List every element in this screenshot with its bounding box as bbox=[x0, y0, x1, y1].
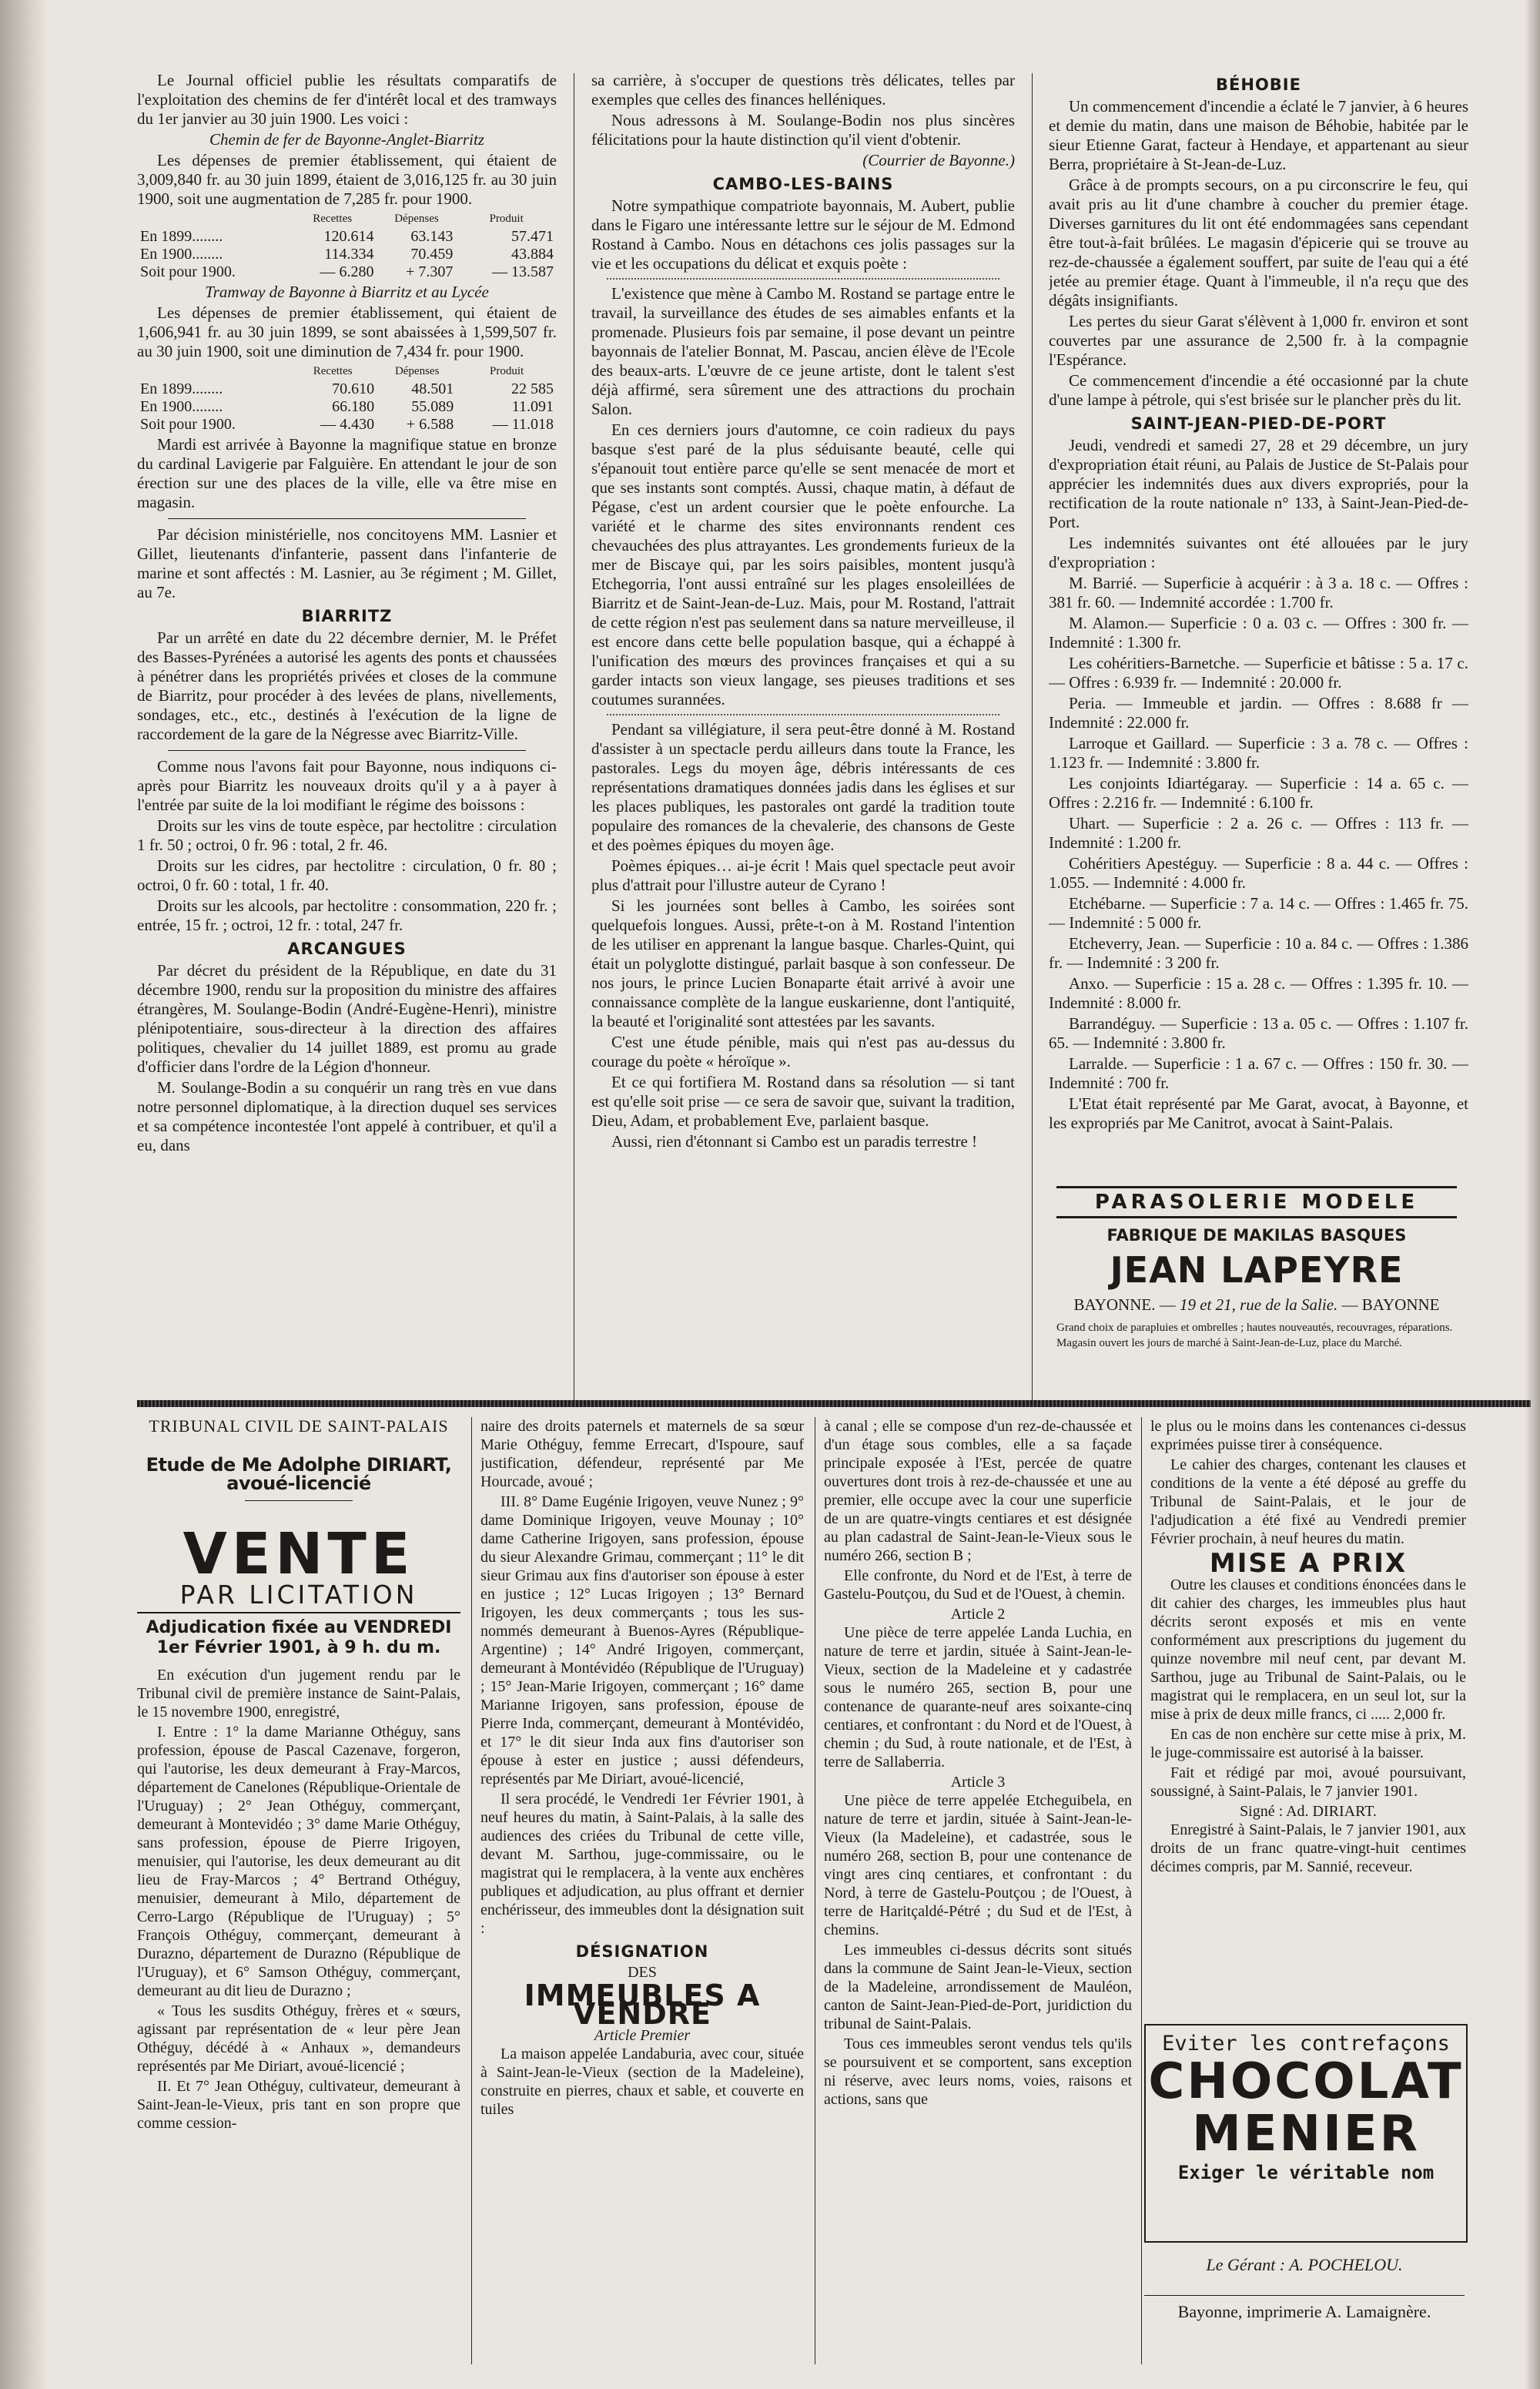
table-cell: 120.614 bbox=[323, 228, 374, 245]
paragraph: Droits sur les alcools, par hectolitre : consommation, 220 fr. ; entrée, 15 fr. ; octroi, 12 fr. : total, 247 fr. bbox=[137, 896, 557, 934]
imprimerie-line: Bayonne, imprimerie A. Lamaignère. bbox=[1144, 2295, 1465, 2322]
paragraph: La maison appelée Landaburia, avec cour, située à Saint-Jean-le-Vieux (section de la Madeleine), construite en pierres, chaux et sable, et couverte en tuiles bbox=[480, 2046, 804, 2118]
paragraph: à canal ; elle se compose d'un rez-de-chaussée et d'un étage sous combles, elle a sa façade principale exposée à l'Est, percée de quatre ouvertures dont trois à rez-de-chaussée et une au premier, elle occupe avec la cour une superficie de un are quatre-vingts centiares et est désignée au plan cadastral de Saint-Jean-le-Vieux sous le numéro 266, section B ; bbox=[824, 1418, 1132, 1564]
paragraph: Les dépenses de premier établissement, qui étaient de 3,009,840 fr. au 30 juin 1899, étaient de 3,016,125 fr. au 30 juin 1900, soit une augmentation de 7,285 fr. pour 1900. bbox=[137, 151, 557, 208]
paragraph: Les immeubles ci-dessus décrits sont situés dans la commune de Saint Jean-le-Vieux, section de la Madeleine, arrondissement de Mauléon, canton de Saint-Jean-Pied-de-Port, juridiction du tribunal de Saint-Palais. bbox=[824, 1942, 1132, 2032]
ad-menier-line1: CHOCOLAT bbox=[1148, 2053, 1464, 2110]
paragraph: Droits sur les cidres, par hectolitre : circulation, 0 fr. 80 ; octroi, 0 fr. 60 : total, 1 fr. 40. bbox=[137, 856, 557, 894]
column-rule bbox=[471, 1417, 472, 2364]
centered-line: DES bbox=[628, 1964, 657, 1981]
article-heading: Article Premier bbox=[594, 2027, 691, 2044]
paragraph: Barrandéguy. — Superficie : 13 a. 05 c. — Offres : 1.107 fr. 65. — Indemnité : 3.800 fr. bbox=[1049, 1014, 1468, 1052]
table-cell: En 1900........ bbox=[140, 398, 223, 415]
top-column-1 bbox=[137, 71, 557, 1407]
legal-column-1 bbox=[137, 1417, 460, 2372]
section-heading: SAINT-JEAN-PIED-DE-PORT bbox=[1130, 414, 1387, 433]
page-edge-shadow-right bbox=[1525, 0, 1540, 2389]
section-divider bbox=[137, 1400, 1531, 1407]
table-cell: 55.089 bbox=[411, 398, 454, 415]
paragraph: Anxo. — Superficie : 15 a. 28 c. — Offres : 1.395 fr. 10. — Indemnité : 8.000 fr. bbox=[1049, 974, 1468, 1012]
paragraph: III. 8° Dame Eugénie Irigoyen, veuve Nunez ; 9° dame Dominique Irigoyen, veuve Mounay ; 10° dame Catherine Irigoyen, sans profession, épouse du sieur Alexandre Grimau, commerçant ; 11° le dit sieur Grimau aux fins d'autoriser son épouse à ester en justice ; 12° Lucas Irigoyen ; 13° Bernard Irigoyen, les deux commerçants ; tous les sus-nommés demeurant à Buenos-Ayres (République-Argentine) ; 14° André Irigoyen, commerçant, demeurant à Montévidéo (République de l'Uruguay) ; 15° Jean-Marie Irigoyen, commerçant ; 16° dame Marianne Irigoyen, sans profession, épouse de Pierre Inda, commerçant, demeurant à Montévidéo, et 17° le dit sieur Inda aux fins d'autoriser son épouse à ester en justice ; aussi défendeurs, représentés par Me Diriart, avoué-licencié, bbox=[480, 1493, 804, 1788]
paragraph: Elle confronte, du Nord et de l'Est, à terre de Gastelu-Poutçou, du Sud et de l'Ouest, à chemin. bbox=[824, 1567, 1132, 1603]
ad-parasolerie-address: BAYONNE. — 19 et 21, rue de la Salie. — BAYONNE bbox=[1073, 1295, 1440, 1314]
paragraph: Les indemnités suivantes ont été allouées par le jury d'expropriation : bbox=[1049, 534, 1468, 571]
table-cell: + 6.588 bbox=[406, 416, 454, 433]
legal-c4 bbox=[1150, 1417, 1466, 1876]
table-cell: En 1899........ bbox=[140, 380, 223, 397]
section-heading: CAMBO-LES-BAINS bbox=[712, 175, 894, 193]
vente-title: VENTE bbox=[182, 1521, 415, 1587]
table-total-row bbox=[137, 416, 557, 434]
table-cell: — 4.430 bbox=[320, 416, 375, 433]
paragraph: le plus ou le moins dans les contenances ci-dessus exprimées puisse tirer à conséquence. bbox=[1150, 1418, 1466, 1453]
column-rule bbox=[1141, 1417, 1142, 2364]
table-cell: — 13.587 bbox=[492, 263, 554, 280]
paragraph: I. Entre : 1° la dame Marianne Othéguy, sans profession, épouse de Pascal Cazenave, forgeron, qui l'autorise, les deux demeurant à Fray-Marcos, département de Canelones (République-Orientale de l'Uruguay) ; 2° Jean Othéguy, commerçant, demeurant à Montevidéo ; 3° dame Marie Othéguy, sans profession, épouse de Pierre Irigoyen, menuisier, qui l'autorise, les deux demeurant au dit lieu de Fray-Marcos ; 4° Bertrand Othéguy, menuisier, demeurant à Milo, département de Cerro-Largo (République de l'Uruguay) ; 5° François Othéguy, commerçant, demeurant à Durazno, département de Durazno (République de l'Uruguay), et 6° Samson Othéguy, commerçant, demeurant au dit lieu de Durazno ; bbox=[137, 1724, 460, 1999]
table-cell bbox=[137, 210, 288, 228]
adjudication-date: Adjudication fixée au VENDREDI 1er Février 1901, à 9 h. du m. bbox=[137, 1612, 460, 1658]
paragraph: En ces derniers jours d'automne, ce coin radieux du pays basque s'est paré de la plus séduisante beauté, celle qui s'épanouit tout entière parce qu'elle se sent menacée de mort et que ses instants sont comptés. Aussi, chaque matin, à défaut de Pégase, c'est un ardent coursier que le poète enfourche. La variété et le charme des sites environnants rendent ces chevauchées des plus attrayantes. Les grondements furieux de la mer de Biscaye qui, par les soirs paisibles, montent jusqu'à Etchegorria, l'ont aussi entraîné sur les plages ensoleillées de Biarritz et de Saint-Jean-de-Luz. Mais, pour M. Rostand, l'attrait de cette région n'est pas seulement dans sa nature merveilleuse, il est encore dans cette belle population basque, qui a échappé à l'unification des mœurs des provinces françaises et qui a su garder intacts son vieux langage, ses pieuses traditions et ses coutumes surannées. bbox=[591, 421, 1015, 709]
paragraph: Les cohéritiers-Barnetche. — Superficie et bâtisse : 5 a. 17 c. — Offres : 6.939 fr. — Indemnité : 20.000 fr. bbox=[1049, 654, 1468, 692]
paragraph: Une pièce de terre appelée Etcheguibela, en nature de terre et jardin, située à Saint-Jean-le-Vieux (la Madeleine), et cadastrée, sous le numéro 268, section B, pour une contenance de vingt ares cinq centiares, et confrontant : du Nord, à terre de Gastelu-Poutçou ; de l'Ouest, à terre de Haritçaldé-Pétré ; du Sud et de l'Est, à chemins. bbox=[824, 1792, 1132, 1938]
table-chemin-de-fer bbox=[137, 210, 557, 281]
table-cell: — 11.018 bbox=[492, 416, 554, 433]
ad-parasolerie-sub: FABRIQUE DE MAKILAS BASQUES bbox=[1106, 1226, 1407, 1245]
paragraph: Poèmes épiques… ai-je écrit ! Mais quel spectacle peut avoir plus d'attrait pour l'illustre auteur de Cyrano ! bbox=[591, 856, 1015, 894]
table-cell: Recettes bbox=[313, 365, 353, 377]
table-cell: Soit pour 1900. bbox=[140, 263, 236, 280]
table-cell bbox=[137, 363, 288, 380]
legal-c2 bbox=[480, 1417, 804, 2119]
table-row bbox=[137, 246, 557, 263]
etude-rule bbox=[245, 1500, 353, 1501]
paragraph: Fait et rédigé par moi, avoué poursuivant, soussigné, à Saint-Palais, le 7 janvier 1901. bbox=[1150, 1764, 1466, 1800]
table-cell: 57.471 bbox=[511, 228, 554, 245]
dotted-separator bbox=[607, 714, 999, 715]
paragraph: Il sera procédé, le Vendredi 1er Février 1901, à neuf heures du matin, à Saint-Palais, à la salle des audiences des criées du Tribunal de cette ville, devant M. Sarthou, juge-commissaire, ou le magistrat qui le remplacera, à la vente aux enchères publiques et adjudication, au plus offrant et dernier enchérisseur, des immeubles dont la désignation suit : bbox=[480, 1791, 804, 1937]
paragraph: Jeudi, vendredi et samedi 27, 28 et 29 décembre, un jury d'expropriation était réuni, au Palais de Justice de St-Palais pour apprécier les indemnités dues aux divers expropriés, pour la rectification de la route nationale n° 133, à Saint-Jean-Pied-de-Port. bbox=[1049, 436, 1468, 531]
paragraph: C'est une étude pénible, mais qui n'est pas au-dessus du courage du poète « héroïque ». bbox=[591, 1033, 1015, 1071]
table-cell: Produit bbox=[490, 365, 524, 377]
paragraph: Etcheverry, Jean. — Superficie : 10 a. 84 c. — Offres : 1.386 fr. — Indemnité : 3 200 fr. bbox=[1049, 934, 1468, 972]
paragraph: Et ce qui fortifiera M. Rostand dans sa résolution — si tant est qu'elle soit prise — ce sera de savoir que, suivant la tradition, Dieu, Adam, et probablement Eve, parlaient basque. bbox=[591, 1073, 1015, 1130]
separator-rule bbox=[168, 518, 526, 519]
addr-street: 19 et 21, rue de la Salie. bbox=[1179, 1295, 1338, 1314]
paragraph: Les conjoints Idiartégaray. — Superficie : 14 a. 65 c. — Offres : 2.216 fr. — Indemnité : 6.100 fr. bbox=[1049, 774, 1468, 812]
section-heading: BÉHOBIE bbox=[1216, 75, 1301, 94]
centered-line: Article 3 bbox=[950, 1774, 1006, 1791]
paragraph: Le cahier des charges, contenant les clauses et conditions de la vente a été déposé au greffe du Tribunal de Saint-Palais, et le jour de l'adjudication a été fixé au Vendredi premier Février prochain, à neuf heures du matin. bbox=[1150, 1456, 1466, 1547]
table-header-row bbox=[137, 363, 557, 380]
ad-chocolat-menier bbox=[1144, 2024, 1468, 2243]
table-row bbox=[137, 228, 557, 246]
table-cell: Soit pour 1900. bbox=[140, 416, 236, 433]
paragraph: Etchébarne. — Superficie : 7 a. 14 c. — Offres : 1.465 fr. 75. — Indemnité : 5 000 fr. bbox=[1049, 894, 1468, 932]
paragraph: Cohéritiers Apestéguy. — Superficie : 8 a. 44 c. — Offres : 1.055. — Indemnité : 4.000 fr. bbox=[1049, 854, 1468, 892]
paragraph: Peria. — Immeuble et jardin. — Offres : 8.688 fr — Indemnité : 22.000 fr. bbox=[1049, 694, 1468, 732]
table-cell: 22 585 bbox=[511, 380, 554, 397]
ad-menier-line2: MENIER bbox=[1192, 2106, 1420, 2163]
paragraph: Par décision ministérielle, nos concitoyens MM. Lasnier et Gillet, lieutenants d'infanterie, passent dans l'infanterie de marine et sont affectés : M. Lasnier, au 3e régiment ; M. Gillet, au 7e. bbox=[137, 525, 557, 601]
paragraph: Grâce à de prompts secours, on a pu circonscrire le feu, qui avait pris au lit d'une chambre à coucher du premier étage. Diverses garnitures du lit ont été endommagées sans cependant être tout-à-fait brûlées. Le magasin d'épicerie qui se trouve au rez-de-chaussée a également souffert, par suite de l'eau qui a été jetée au premier étage. Quant à l'immeuble, il n'a reçu que des dégâts insignifiants. bbox=[1049, 176, 1468, 310]
paragraph: Ce commencement d'incendie a été occasionné par la chute d'une lampe à pétrole, qui s'est brisée sur le plancher près du lit. bbox=[1049, 371, 1468, 409]
col1-c bbox=[137, 435, 557, 1155]
paragraph: Larroque et Gaillard. — Superficie : 3 a. 78 c. — Offres : 1.123 fr. — Indemnité : 3.800 fr. bbox=[1049, 734, 1468, 772]
paragraph: naire des droits paternels et maternels de sa sœur Marie Othéguy, femme Errecart, d'Ispoure, sauf justification, défendeur, représenté par Me Hourcade, avoué ; bbox=[480, 1418, 804, 1490]
paragraph: sa carrière, à s'occuper de questions très délicates, telles par exemples que celles des finances helléniques. bbox=[591, 71, 1015, 109]
addr-city: BAYONNE. bbox=[1073, 1295, 1156, 1314]
table-header-row bbox=[137, 210, 557, 228]
paragraph: Outre les clauses et conditions énoncées dans le dit cahier des charges, les immeubles plus haut décrits seront exposés et mis en vente conformément aux prescriptions du jugement du quinze novembre mil neuf cent, par devant M. Sarthou, juge au Tribunal de Saint-Palais, ou le magistrat qui le remplacera, en un seul lot, sur la mise à prix de deux mille francs, ci ..... 2,000 fr. bbox=[1150, 1576, 1466, 1723]
separator-rule bbox=[168, 750, 526, 751]
table-cell: — 6.280 bbox=[320, 263, 374, 280]
paragraph: Par un arrêté en date du 22 décembre dernier, M. le Préfet des Basses-Pyrénées a autorisé les agents des ponts et chaussées à pénétrer dans les propriétés privées et closes de la commune de Biarritz, pour procéder à des levées de plans, nivellements, sondages, etc., etc., destinés à l'exécution de la ligne de raccordement de la gare de la Négresse avec Biarritz-Ville. bbox=[137, 628, 557, 743]
paragraph: L'Etat était représenté par Me Garat, avocat, à Bayonne, et les expropriés par Me Canitrot, avocat à Saint-Palais. bbox=[1049, 1094, 1468, 1132]
legal-c3 bbox=[824, 1417, 1132, 2109]
section-heading: BIARRITZ bbox=[301, 607, 393, 625]
paragraph: Par décret du président de la République, en date du 31 décembre 1900, rendu sur la proposition du ministre des affaires étrangères, M. Soulange-Bodin (André-Eugène-Henri), ministre plénipotentiaire, sous-directeur à la direction des affaires politiques, chevalier du 14 juillet 1889, est promu au grade d'officier dans l'ordre de la Légion d'honneur. bbox=[137, 961, 557, 1076]
paragraph: II. Et 7° Jean Othéguy, cultivateur, demeurant à Saint-Jean-le-Vieux, pris tant en son propre que comme cession- bbox=[137, 2078, 460, 2132]
paragraph: M. Alamon.— Superficie : 0 a. 03 c. — Offres : 300 fr. — Indemnité : 1.300 fr. bbox=[1049, 614, 1468, 652]
subsection-heading: Tramway de Bayonne à Biarritz et au Lycée bbox=[205, 283, 489, 301]
top-column-2 bbox=[591, 71, 1015, 1407]
section-heading: ARCANGUES bbox=[287, 940, 407, 958]
centered-line: Signé : Ad. DIRIART. bbox=[1240, 1803, 1377, 1820]
col1-a bbox=[137, 71, 557, 209]
paragraph: En exécution d'un jugement rendu par le Tribunal civil de première instance de Saint-Palais, le 15 novembre 1900, enregistré, bbox=[137, 1667, 460, 1721]
legal-c1 bbox=[137, 1666, 460, 2133]
legal-column-4 bbox=[1150, 1417, 1466, 2010]
table-tramway bbox=[137, 363, 557, 434]
ad-parasolerie-bar: PARASOLERIE MODELE bbox=[1056, 1186, 1457, 1218]
paragraph: Les pertes du sieur Garat s'élèvent à 1,000 fr. environ et sont couvertes par une assurance de 2,500 fr. à la compagnie l'Espérance. bbox=[1049, 312, 1468, 369]
paragraph: Mardi est arrivée à Bayonne la magnifique statue en bronze du cardinal Lavigerie par Falguière. En attendant le jour de son érection sur une des places de la ville, elle va être mise en magasin. bbox=[137, 435, 557, 511]
legal-column-2 bbox=[480, 1417, 804, 2372]
page-edge-shadow bbox=[0, 0, 48, 2389]
table-row bbox=[137, 398, 557, 416]
ad-menier-exigez: Exiger le véritable nom bbox=[1177, 2162, 1435, 2183]
dotted-separator bbox=[607, 278, 999, 280]
paragraph: Tous ces immeubles seront vendus tels qu'ils se poursuivent et se comportent, sans exception ni réserve, avec leurs noms, voies, raisons et actions, sans que bbox=[824, 2036, 1132, 2108]
paragraph: « Tous les susdits Othéguy, frères et « sœurs, agissant par représentation de « leur père Jean Othéguy, décédé à « Anhaux », demandeurs représentés par Me Diriart, avoué-licencié ; bbox=[137, 2002, 460, 2075]
table-row bbox=[137, 380, 557, 398]
mise-a-prix-heading: MISE A PRIX bbox=[1209, 1548, 1408, 1579]
source-credit: (Courrier de Bayonne.) bbox=[862, 151, 1015, 169]
paragraph: Aussi, rien d'étonnant si Cambo est un paradis terrestre ! bbox=[611, 1132, 978, 1151]
ad-parasolerie-desc-2: Magasin ouvert les jours de marché à Saint-Jean-de-Luz, place du Marché. bbox=[1056, 1337, 1402, 1349]
etude-heading: Etude de Me Adolphe DIRIART, avoué-licencié bbox=[146, 1454, 452, 1494]
tribunal-heading: TRIBUNAL CIVIL DE SAINT-PALAIS bbox=[149, 1417, 449, 1436]
table-cell: + 7.307 bbox=[406, 263, 454, 280]
ad-parasolerie-desc: Grand choix de parapluies et ombrelles ; hautes nouveautés, recouvrages, réparations. bbox=[1056, 1322, 1453, 1334]
col1-b bbox=[137, 283, 557, 361]
table-cell: Dépenses bbox=[394, 365, 440, 377]
ad-menier-warning: Eviter les contrefaçons bbox=[1162, 2032, 1450, 2056]
paragraph: Si les journées sont belles à Cambo, les soirées sont quelquefois longues. Aussi, prête-t-on à M. Rostand l'intention de les utiliser en apprenant la langue basque. Charles-Quint, qui était un polyglotte distingué, parlait basque à son confesseur. De nos jours, le prince Lucien Bonaparte était arrivé à avoir une connaissance complète de la langue euskarienne, dont l'antiquité, la beauté et l'originalité sont attestées par les savants. bbox=[591, 896, 1015, 1030]
table-cell: Produit bbox=[489, 213, 524, 225]
paragraph: Comme nous l'avons fait pour Bayonne, nous indiquons ci-après pour Biarritz les nouveaux droits qu'il y a à payer à l'entrée par suite de la loi modifiant le régime des boissons : bbox=[137, 757, 557, 814]
table-cell: En 1900........ bbox=[140, 246, 223, 263]
ad-parasolerie-name: JEAN LAPEYRE bbox=[1110, 1249, 1404, 1291]
top-column-3 bbox=[1049, 71, 1468, 1180]
table-cell: 63.143 bbox=[410, 228, 454, 245]
paragraph: Notre sympathique compatriote bayonnais, M. Aubert, publie dans le Figaro une intéressante lettre sur le séjour de M. Edmond Rostand à Cambo. Nous en détachons ces jolis passages sur la vie et les occupations du délicat et exquis poète : bbox=[591, 196, 1015, 273]
par-licitation: PAR LICITATION bbox=[179, 1580, 418, 1610]
paragraph: Droits sur les vins de toute espèce, par hectolitre : circulation 1 fr. 50 ; octroi, 0 fr. 96 : total, 2 fr. 46. bbox=[137, 816, 557, 854]
paragraph: Uhart. — Superficie : 2 a. 26 c. — Offres : 113 fr. — Indemnité : 1.200 fr. bbox=[1049, 814, 1468, 852]
table-cell: 43.884 bbox=[511, 246, 554, 263]
paragraph: Une pièce de terre appelée Landa Luchia, en nature de terre et jardin, située à Saint-Jean-le-Vieux, section de la Madeleine et y cadastrée sous le numéro 265, section B, pour une contenance de quarante-neuf ares soixante-cinq centiares, et confrontant : du Nord et de l'Ouest, à chemin ; du Sud, à route nationale, et de l'Est, à terre de Sallaberria. bbox=[824, 1624, 1132, 1771]
table-total-row bbox=[137, 263, 557, 281]
col3-content bbox=[1049, 75, 1468, 1133]
paragraph: M. Barrié. — Superficie à acquérir : à 3 a. 18 c. — Offres : 381 fr. 60. — Indemnité accordée : 1.700 fr. bbox=[1049, 574, 1468, 611]
table-cell: 70.459 bbox=[410, 246, 454, 263]
table-cell: Dépenses bbox=[394, 213, 439, 225]
centered-line: Article 2 bbox=[950, 1606, 1006, 1623]
table-cell: 11.091 bbox=[511, 398, 554, 415]
table-cell: 114.334 bbox=[324, 246, 374, 263]
table-cell: En 1899........ bbox=[140, 228, 223, 245]
paragraph: Les dépenses de premier établissement, qui étaient de 1,606,941 fr. au 30 juin 1899, se sont abaissées à 1,599,507 fr. au 30 juin 1900, soit une diminution de 7,434 fr. pour 1900. bbox=[137, 303, 557, 360]
section-heading: DÉSIGNATION bbox=[575, 1942, 709, 1961]
table-cell: 70.610 bbox=[332, 380, 375, 397]
table-cell: 66.180 bbox=[332, 398, 375, 415]
paragraph: En cas de non enchère sur cette mise à prix, M. le juge-commissaire est autorisé à la baisser. bbox=[1150, 1726, 1466, 1761]
gerant-signature: Le Gérant : A. POCHELOU. bbox=[1206, 2255, 1403, 2274]
table-cell: Recettes bbox=[313, 213, 353, 225]
paragraph: L'existence que mène à Cambo M. Rostand se partage entre le travail, la surveillance des études de ses aimables enfants et la promenade. Plusieurs fois par semaine, il pose devant un peintre bayonnais de l'atelier Bonnat, M. Pascau, ancien élève de l'Ecole des beaux-arts. L'œuvre de ce jeune artiste, dont le talent s'est déjà affirmé, sera sûrement une des attractions du prochain Salon. bbox=[591, 284, 1015, 418]
legal-column-3 bbox=[824, 1417, 1132, 2372]
paragraph: Enregistré à Saint-Palais, le 7 janvier 1901, aux droits de un franc quatre-vingt-huit centimes décimes compris, par M. Sannié, receveur. bbox=[1150, 1821, 1466, 1875]
paragraph: Le Journal officiel publie les résultats comparatifs de l'exploitation des chemins de fer d'intérêt local et des tramways du 1er janvier au 30 juin 1900. Les voici : bbox=[137, 71, 557, 128]
ad-parasolerie bbox=[1056, 1186, 1457, 1350]
paragraph: Larralde. — Superficie : 1 a. 67 c. — Offres : 150 fr. 30. — Indemnité : 700 fr. bbox=[1049, 1054, 1468, 1092]
addr-city-2: BAYONNE bbox=[1361, 1295, 1440, 1314]
column-rule bbox=[1032, 73, 1033, 1402]
paragraph: Pendant sa villégiature, il sera peut-être donné à M. Rostand d'assister à un spectacle perdu ailleurs dans toute la France, les pastorales. Legs du moyen âge, débris intéressants de ces représentations dramatiques données jadis dans les églises et sur les places publiques, les pastorales ont gardé la tradition toute populaire des romances de la chevalerie, des chansons de Geste et des poèmes épiques du moyen âge. bbox=[591, 720, 1015, 854]
immeubles-heading: IMMEUBLES A VENDRE bbox=[524, 1979, 761, 2031]
table-cell: 48.501 bbox=[411, 380, 454, 397]
paragraph: M. Soulange-Bodin a su conquérir un rang très en vue dans notre personnel diplomatique, à la direction duquel ses services et sa compétence incontestée l'ont appelé à contribuer, et qu'il a eu, dans bbox=[137, 1078, 557, 1154]
col2-content bbox=[591, 71, 1015, 1151]
paragraph: Un commencement d'incendie a éclaté le 7 janvier, à 6 heures et demie du matin, dans une maison de Béhobie, habitée par le sieur Etienne Garat, facteur à Hendaye, et appartenant au sieur Berra, propriétaire à St-Jean-de-Luz. bbox=[1049, 97, 1468, 173]
paragraph: Nous adressons à M. Soulange-Bodin nos plus sincères félicitations pour la haute distinction qu'il vient d'obtenir. bbox=[591, 111, 1015, 149]
subsection-heading: Chemin de fer de Bayonne-Anglet-Biarritz bbox=[209, 130, 484, 149]
